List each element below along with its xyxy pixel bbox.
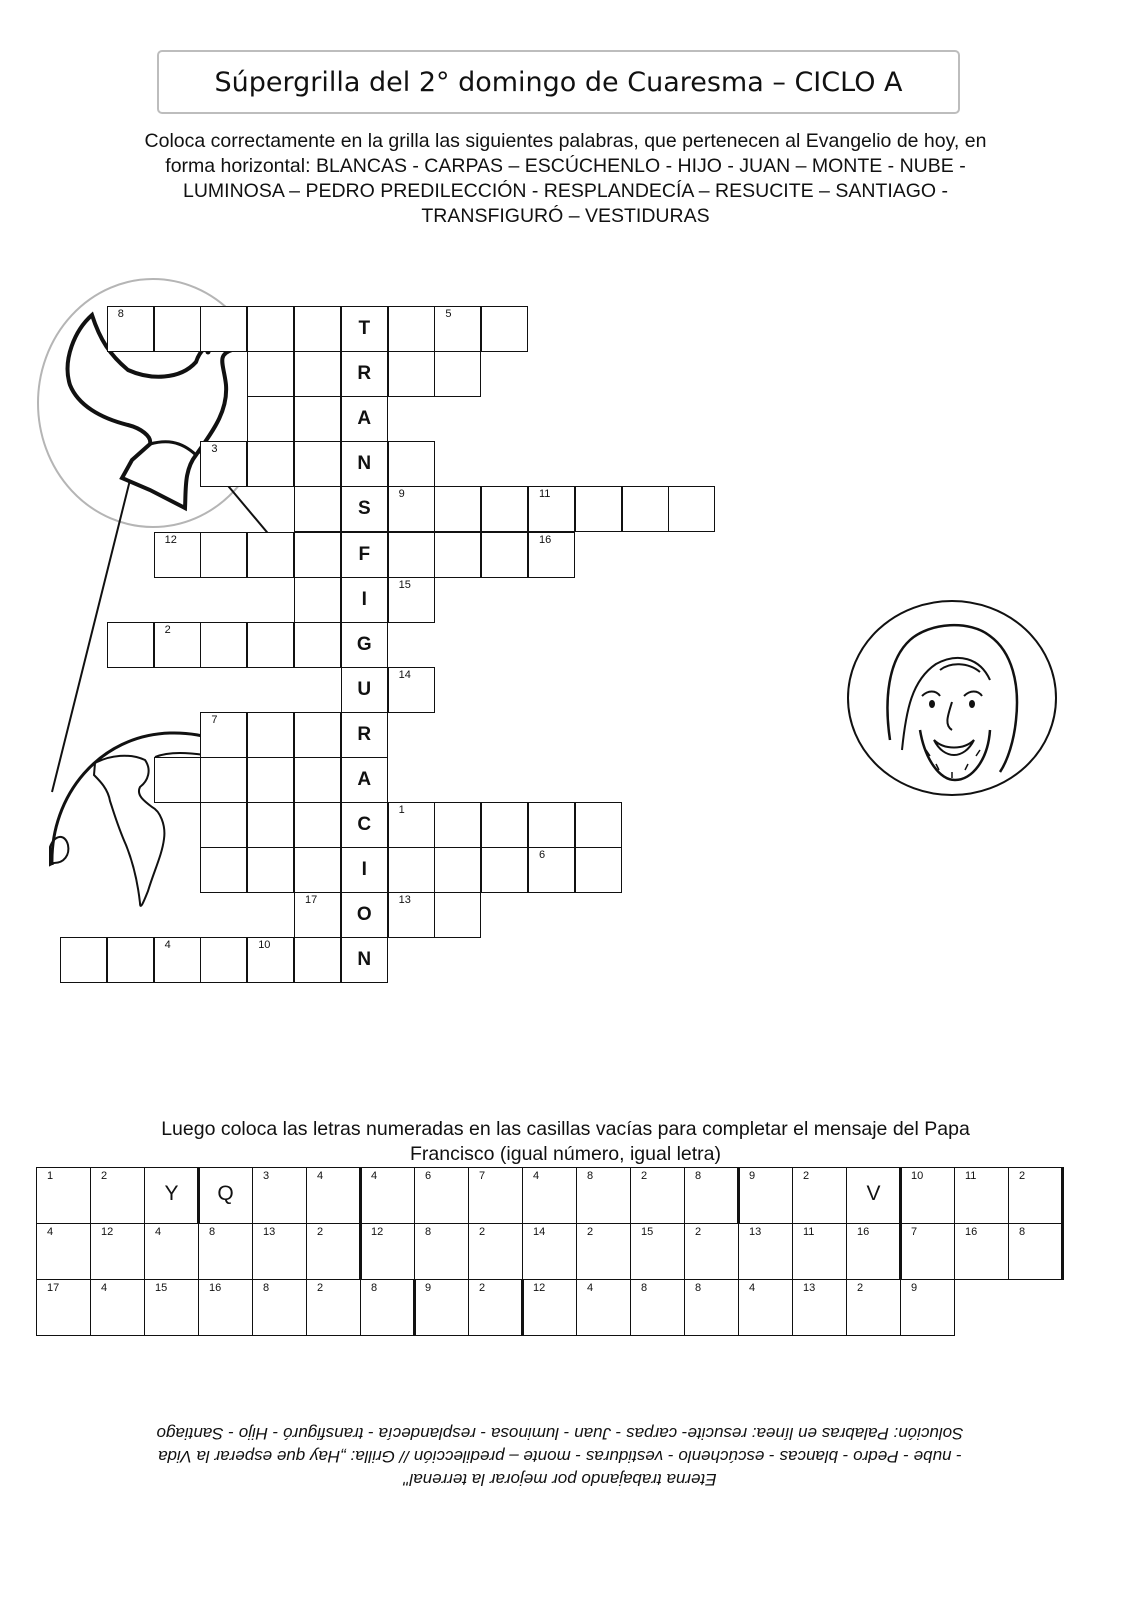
vertical-letter: C [357, 814, 372, 836]
clue-number: 15 [398, 578, 411, 591]
crossword-cell[interactable] [247, 757, 294, 803]
crossword-cell[interactable] [434, 847, 481, 893]
letter-number: 11 [965, 1170, 977, 1182]
crossword-cell[interactable] [528, 486, 575, 532]
clue-number: 12 [164, 533, 177, 546]
crossword-cell[interactable] [247, 351, 294, 397]
message-cell[interactable] [792, 1223, 847, 1280]
clue-number: 16 [539, 533, 552, 546]
letter-number: 2 [479, 1282, 486, 1294]
letter-number: 2 [479, 1226, 486, 1238]
letter-number: 9 [911, 1282, 918, 1294]
crossword-cell-vertical[interactable] [341, 667, 388, 713]
crossword-cell[interactable] [294, 441, 341, 487]
letter-number: 13 [263, 1226, 276, 1238]
crossword-cell-vertical[interactable] [341, 622, 388, 668]
message-cell[interactable] [144, 1223, 199, 1280]
letter-number: 2 [101, 1170, 108, 1182]
instructions-message [40, 1117, 1091, 1167]
letter-number: 8 [425, 1226, 432, 1238]
crossword-cell[interactable] [294, 532, 341, 578]
message-cell[interactable] [252, 1167, 307, 1224]
page-title: Súpergrilla del 2° domingo de Cuaresma – CICLO A [214, 66, 903, 98]
message-cell[interactable] [900, 1223, 955, 1280]
clue-number: 6 [539, 849, 546, 862]
crossword-cell[interactable] [200, 306, 247, 352]
word-separator [359, 1167, 362, 1224]
letter-number: 7 [479, 1170, 486, 1182]
letter-number: 12 [533, 1282, 546, 1294]
word-separator [1061, 1167, 1064, 1224]
letter-number: 8 [209, 1226, 216, 1238]
message-cell[interactable] [684, 1223, 739, 1280]
message-cell[interactable] [522, 1167, 577, 1224]
crossword-cell[interactable] [247, 622, 294, 668]
message-cell[interactable] [252, 1223, 307, 1280]
crossword-cell[interactable] [200, 532, 247, 578]
crossword-cell[interactable] [200, 937, 247, 983]
letter-number: 4 [587, 1282, 594, 1294]
clue-number: 13 [398, 894, 411, 907]
letter-number: 8 [263, 1282, 270, 1294]
word-separator [521, 1279, 524, 1336]
instructions-line: TRANSFIGURÓ – VESTIDURAS [421, 205, 710, 227]
word-separator [737, 1167, 740, 1224]
clue-number: 4 [164, 939, 171, 952]
message-cell[interactable] [252, 1279, 307, 1336]
crossword-cell-vertical[interactable] [341, 937, 388, 983]
letter-number: 4 [155, 1226, 162, 1238]
vertical-letter: U [357, 678, 372, 700]
crossword-cell[interactable] [200, 622, 247, 668]
message-cell[interactable] [360, 1279, 415, 1336]
crossword-cell[interactable] [247, 712, 294, 758]
word-separator [899, 1167, 902, 1224]
given-letter: V [866, 1182, 881, 1205]
vertical-letter: F [358, 543, 371, 565]
message-cell[interactable] [900, 1279, 955, 1336]
message-cell [144, 1167, 199, 1224]
clue-number: 2 [164, 623, 171, 636]
message-cell[interactable] [36, 1167, 91, 1224]
message-cell[interactable] [1008, 1167, 1063, 1224]
crossword-cell[interactable] [481, 306, 528, 352]
vertical-letter: I [361, 859, 367, 881]
message-cell[interactable] [90, 1167, 145, 1224]
crossword-cell[interactable] [434, 351, 481, 397]
crossword-cell-vertical[interactable] [341, 351, 388, 397]
message-cell[interactable] [792, 1279, 847, 1336]
solution-line: Eterna trabajando por mejorar la terrenal" [403, 1470, 717, 1489]
letter-number: 7 [911, 1226, 918, 1238]
letter-number: 4 [533, 1170, 540, 1182]
letter-number: 4 [317, 1170, 324, 1182]
crossword-cell[interactable] [60, 937, 107, 983]
message-cell[interactable] [522, 1279, 577, 1336]
message-cell[interactable] [414, 1279, 469, 1336]
crossword-cell[interactable] [388, 486, 435, 532]
vertical-letter: N [357, 453, 372, 475]
message-cell[interactable] [684, 1167, 739, 1224]
vertical-letter: T [358, 318, 371, 339]
crossword-cell[interactable] [200, 802, 247, 848]
message-cell[interactable] [522, 1223, 577, 1280]
letter-number: 16 [209, 1282, 222, 1294]
letter-number: 4 [749, 1282, 756, 1294]
letter-number: 4 [371, 1170, 378, 1182]
crossword-cell[interactable] [200, 847, 247, 893]
crossword-cell[interactable] [388, 667, 435, 713]
crossword-cell[interactable] [481, 802, 528, 848]
crossword-cell[interactable] [388, 577, 435, 623]
letter-number: 2 [1019, 1170, 1026, 1182]
clue-number: 10 [258, 939, 271, 952]
crossword-cell[interactable] [154, 532, 201, 578]
letter-number: 12 [371, 1226, 384, 1238]
vertical-letter: I [361, 588, 367, 610]
letter-number: 16 [857, 1226, 870, 1238]
letter-number: 9 [425, 1282, 432, 1294]
crossword-cell-vertical[interactable] [341, 396, 388, 442]
crossword-cell-vertical[interactable] [341, 712, 388, 758]
letter-number: 13 [803, 1282, 816, 1294]
crossword-cell-vertical[interactable] [341, 577, 388, 623]
letter-number: 9 [749, 1170, 756, 1182]
clue-number: 5 [445, 308, 452, 320]
crossword-cell[interactable] [247, 532, 294, 578]
crossword-cell[interactable] [481, 532, 528, 578]
vertical-letter: O [356, 904, 372, 926]
letter-number: 12 [101, 1226, 114, 1238]
crossword-cell[interactable] [247, 802, 294, 848]
letter-number: 2 [641, 1170, 648, 1182]
message-cell[interactable] [954, 1167, 1009, 1224]
letter-number: 1 [47, 1170, 54, 1182]
message-cell[interactable] [414, 1167, 469, 1224]
crossword-cell[interactable] [434, 802, 481, 848]
letter-number: 8 [1019, 1226, 1026, 1238]
message-cell[interactable] [630, 1223, 685, 1280]
message-cell[interactable] [90, 1279, 145, 1336]
crossword-cell[interactable] [107, 937, 154, 983]
letter-number: 16 [965, 1226, 978, 1238]
letter-number: 2 [803, 1170, 810, 1182]
message-cell[interactable] [360, 1223, 415, 1280]
letter-number: 13 [749, 1226, 762, 1238]
word-separator [899, 1223, 902, 1280]
crossword-cell[interactable] [575, 486, 622, 532]
message-cell[interactable] [792, 1167, 847, 1224]
crossword-cell-vertical[interactable] [341, 441, 388, 487]
instructions-line: LUMINOSA – PEDRO PREDILECCIÓN - RESPLANDECÍA – RESUCITE – SANTIAGO - [182, 180, 948, 202]
crossword-cell-vertical[interactable] [341, 306, 388, 352]
letter-number: 2 [695, 1226, 702, 1238]
vertical-letter: N [357, 949, 372, 971]
solution-text-upside-down [60, 1422, 1060, 1491]
crossword-cell[interactable] [294, 937, 341, 983]
crossword-cell[interactable] [200, 712, 247, 758]
letter-number: 8 [695, 1170, 702, 1182]
crossword-cell[interactable] [294, 577, 341, 623]
letter-number: 8 [641, 1282, 648, 1294]
clue-number: 3 [211, 443, 218, 456]
crossword-cell[interactable] [107, 306, 154, 352]
crossword-cell-vertical[interactable] [341, 532, 388, 578]
crossword-cell[interactable] [294, 757, 341, 803]
letter-number: 8 [371, 1282, 378, 1294]
crossword-cell[interactable] [388, 802, 435, 848]
message-cell[interactable] [630, 1167, 685, 1224]
clue-number: 17 [305, 894, 318, 907]
message-cell[interactable] [846, 1279, 901, 1336]
message-cell[interactable] [468, 1223, 523, 1280]
crossword-cell[interactable] [528, 532, 575, 578]
word-separator [1061, 1223, 1064, 1280]
letter-number: 8 [587, 1170, 594, 1182]
message-cell[interactable] [576, 1167, 631, 1224]
clue-number: 7 [211, 713, 218, 726]
message-cell[interactable] [90, 1223, 145, 1280]
letter-number: 14 [533, 1226, 546, 1238]
crossword-cell[interactable] [107, 622, 154, 668]
solution-line: - nube - Pedro - blancas - escúchenlo - vestiduras - monte – predilección // Grilla: „Hay que esperar la Vida [158, 1447, 962, 1466]
letter-number: 6 [425, 1170, 432, 1182]
message-cell[interactable] [468, 1279, 523, 1336]
message-cell[interactable] [576, 1223, 631, 1280]
message-cell[interactable] [900, 1167, 955, 1224]
vertical-letter: G [356, 633, 372, 655]
crossword-cell-vertical[interactable] [341, 757, 388, 803]
message-cell[interactable] [306, 1279, 361, 1336]
message-cell[interactable] [576, 1279, 631, 1336]
letter-number: 17 [47, 1282, 60, 1294]
message-cell[interactable] [36, 1223, 91, 1280]
crossword-cell[interactable] [388, 306, 435, 352]
letter-number: 2 [857, 1282, 864, 1294]
crossword-cell[interactable] [294, 712, 341, 758]
crossword-cell-vertical[interactable] [341, 486, 388, 532]
clue-number: 9 [398, 488, 405, 501]
crossword-cell[interactable] [388, 532, 435, 578]
letter-number: 2 [587, 1226, 594, 1238]
crossword-cell[interactable] [294, 351, 341, 397]
vertical-letter: R [357, 723, 372, 745]
crossword-cell[interactable] [294, 486, 341, 532]
crossword-cell[interactable] [434, 306, 481, 352]
crossword-cell[interactable] [528, 802, 575, 848]
letter-number: 4 [101, 1282, 108, 1294]
vertical-letter: A [357, 408, 372, 430]
crossword-cell[interactable] [434, 486, 481, 532]
message-cell[interactable] [1008, 1223, 1063, 1280]
message-cell[interactable] [360, 1167, 415, 1224]
crossword-cell[interactable] [668, 486, 715, 532]
given-letter: Q [217, 1182, 234, 1205]
word-separator [359, 1223, 362, 1280]
crossword-cell[interactable] [294, 306, 341, 352]
message-cell[interactable] [738, 1167, 793, 1224]
message-cell[interactable] [306, 1167, 361, 1224]
crossword-cell[interactable] [388, 441, 435, 487]
message-cell[interactable] [198, 1223, 253, 1280]
crossword-cell[interactable] [434, 892, 481, 938]
crossword-cell[interactable] [154, 937, 201, 983]
clue-number: 14 [398, 668, 411, 681]
crossword-cell[interactable] [388, 892, 435, 938]
crossword-cell[interactable] [294, 622, 341, 668]
instructions-line: forma horizontal: BLANCAS - CARPAS – ESCÚCHENLO - HIJO - JUAN – MONTE - NUBE - [165, 155, 966, 177]
message-cell [198, 1167, 253, 1224]
vertical-letter: S [357, 498, 371, 520]
letter-number: 3 [263, 1170, 270, 1182]
crossword-cell[interactable] [247, 937, 294, 983]
crossword-cell[interactable] [294, 892, 341, 938]
crossword-cell[interactable] [247, 847, 294, 893]
message-cell [846, 1167, 901, 1224]
clue-number: 11 [539, 488, 551, 501]
instructions-line: Luego coloca las letras numeradas en las casillas vacías para completar el mensaje del Papa [161, 1118, 970, 1140]
message-cell[interactable] [738, 1279, 793, 1336]
vertical-letter: A [357, 769, 372, 790]
crossword-cell[interactable] [575, 802, 622, 848]
crossword-cell[interactable] [247, 441, 294, 487]
message-cell[interactable] [414, 1223, 469, 1280]
crossword-cell-vertical[interactable] [341, 892, 388, 938]
instructions-line: Francisco (igual número, igual letra) [409, 1143, 722, 1165]
crossword-cell[interactable] [247, 306, 294, 352]
crossword-cell[interactable] [154, 622, 201, 668]
jesus-illustration [840, 600, 1070, 800]
crossword-cell-vertical[interactable] [341, 802, 388, 848]
letter-number: 2 [317, 1226, 324, 1238]
message-cell[interactable] [468, 1167, 523, 1224]
solution-line: Solución: Palabras en línea: resucite- carpas - Juan - luminosa - resplandecía - transfiguró - Hijo - Santiago [156, 1424, 964, 1443]
clue-number: 8 [117, 308, 124, 320]
crossword-cell[interactable] [481, 486, 528, 532]
vertical-letter: R [357, 363, 372, 385]
crossword-cell[interactable] [154, 306, 201, 352]
given-letter: Y [164, 1182, 179, 1205]
letter-number: 4 [47, 1226, 54, 1238]
crossword-cell[interactable] [388, 351, 435, 397]
crossword-cell[interactable] [294, 802, 341, 848]
message-cell[interactable] [306, 1223, 361, 1280]
message-cell[interactable] [684, 1279, 739, 1336]
crossword-cell[interactable] [294, 847, 341, 893]
message-cell[interactable] [36, 1279, 91, 1336]
crossword-cell[interactable] [294, 396, 341, 442]
message-cell[interactable] [846, 1223, 901, 1280]
crossword-cell-vertical[interactable] [341, 847, 388, 893]
letter-number: 15 [155, 1282, 168, 1294]
letter-number: 11 [803, 1226, 815, 1238]
crossword-cell[interactable] [481, 847, 528, 893]
crossword-cell[interactable] [528, 847, 575, 893]
message-cell[interactable] [954, 1223, 1009, 1280]
message-cell[interactable] [198, 1279, 253, 1336]
letter-number: 2 [317, 1282, 324, 1294]
message-cell[interactable] [144, 1279, 199, 1336]
word-separator [413, 1279, 416, 1336]
message-cell[interactable] [738, 1223, 793, 1280]
letter-number: 10 [911, 1170, 924, 1182]
crossword-cell[interactable] [388, 847, 435, 893]
letter-number: 8 [695, 1282, 702, 1294]
crossword-cell[interactable] [154, 757, 201, 803]
message-cell[interactable] [630, 1279, 685, 1336]
clue-number: 1 [398, 804, 405, 817]
instructions-line: Coloca correctamente en la grilla las siguientes palabras, que pertenecen al Evangelio de hoy, en [144, 130, 987, 152]
word-separator [197, 1167, 200, 1224]
crossword-cell[interactable] [434, 532, 481, 578]
letter-number: 15 [641, 1226, 654, 1238]
crossword-cell[interactable] [622, 486, 669, 532]
crossword-cell[interactable] [247, 396, 294, 442]
crossword-cell[interactable] [575, 847, 622, 893]
crossword-cell[interactable] [200, 757, 247, 803]
crossword-cell[interactable] [200, 441, 247, 487]
